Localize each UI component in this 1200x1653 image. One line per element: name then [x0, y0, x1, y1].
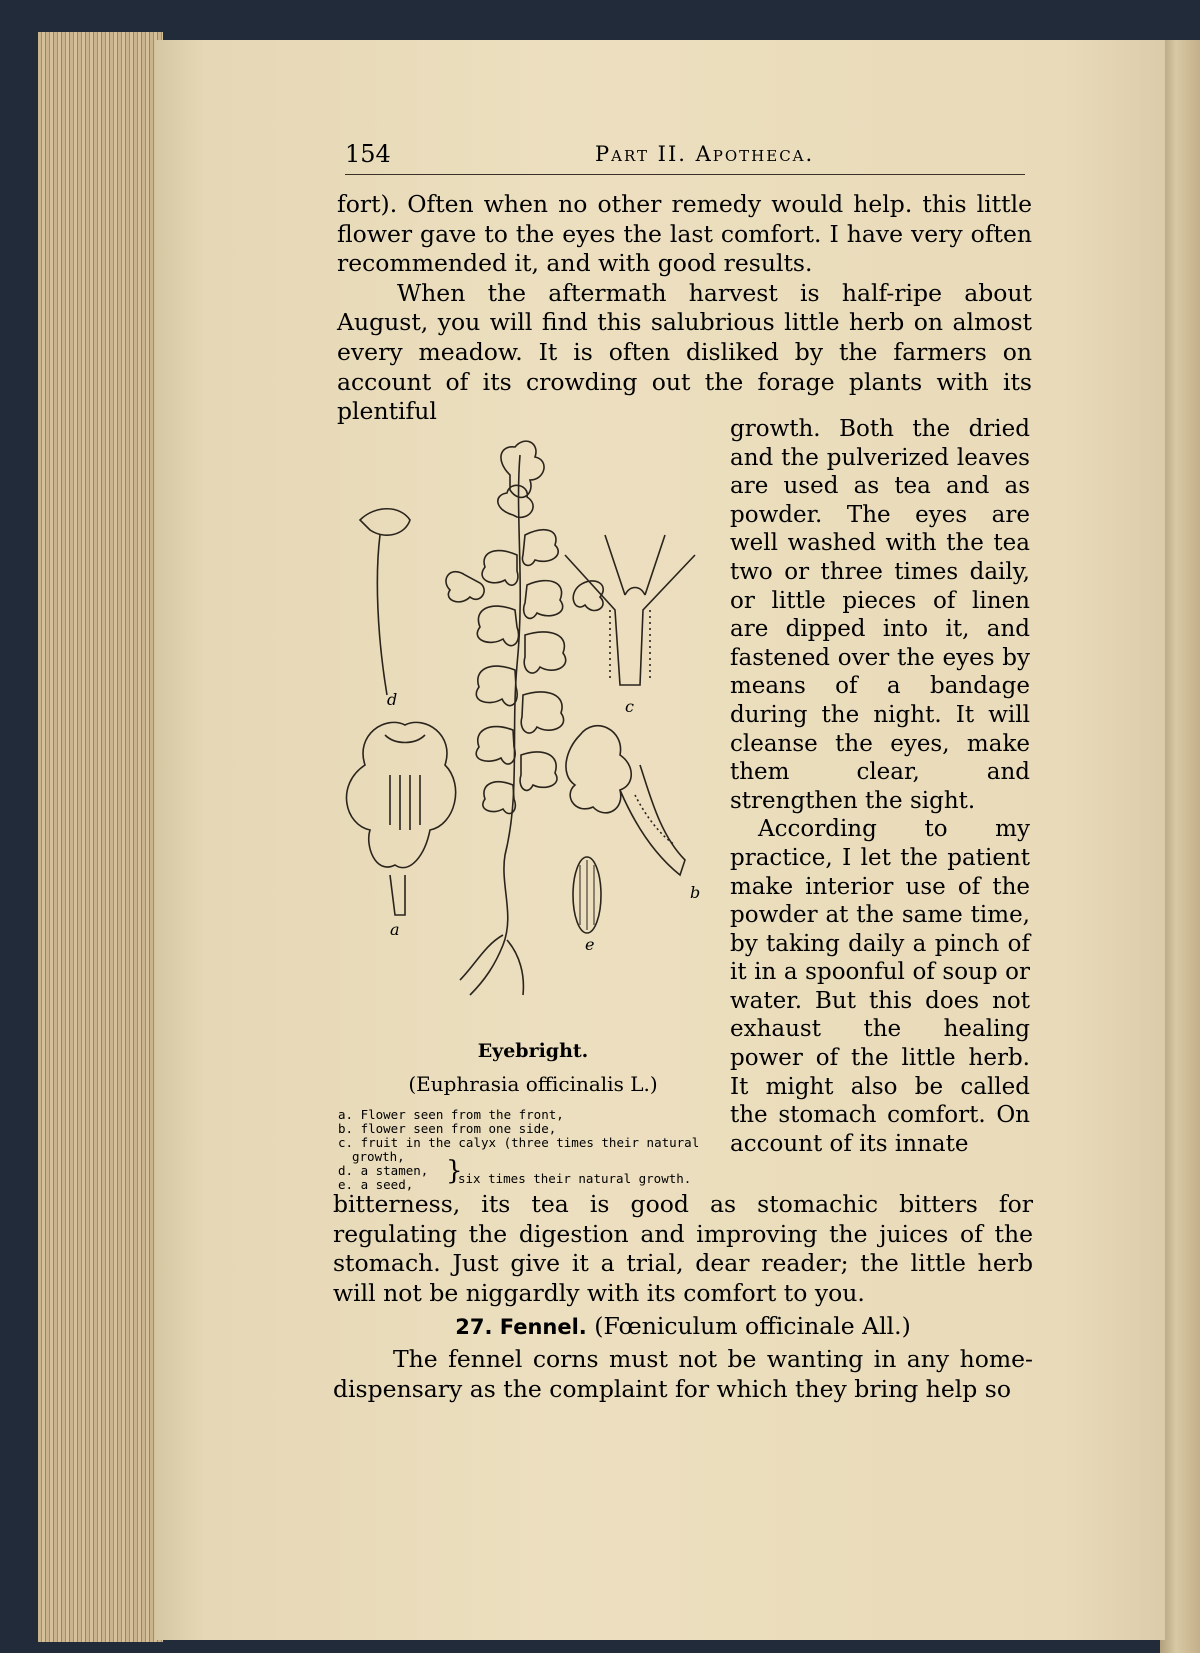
page-edges	[38, 32, 163, 1642]
side-paragraph-1: growth. Both the dried and the pulverized leaves are used as tea and as powder. The eyes are well washed with the tea two or three times daily, or little pieces of linen are dipped into it, and fastened over the eyes by means of a bandage during the night. It will cleanse the eyes, make them clear, and strengthen the sight.	[730, 416, 1030, 814]
label-c: c	[625, 697, 634, 716]
figure-title: Eyebright.	[477, 1040, 589, 1062]
legend-c-continued: growth,	[352, 1149, 405, 1164]
page-number: 154	[345, 140, 391, 168]
paragraph-2: When the aftermath harvest is half-ripe about August, you will find this salubrious little herb on almost every meadow. It is often disliked by the farmers on account of its crowding out the forage plants with its plentiful	[337, 278, 1032, 426]
label-a: a	[390, 920, 400, 939]
running-head: Part II. Apotheca.	[595, 142, 815, 166]
side-column-text	[730, 415, 1030, 1158]
stem	[470, 455, 520, 995]
legend-d: d. a stamen,	[338, 1163, 429, 1178]
section-heading-fennel	[333, 1312, 1033, 1343]
side-paragraph-2: According to my practice, I let the patient make interior use of the powder at the same time, by taking daily a pinch of it in a spoonful of soup or water. But this does not exhaust the healing power of the little herb. It might also be called the stomach comfort. On account of its innate	[730, 816, 1030, 1157]
brace-icon: }	[446, 1156, 463, 1186]
paragraph-4: The fennel corns must not be wanting in any home-dispensary as the complaint for which they bring help so	[333, 1344, 1033, 1403]
figure-legend	[338, 1108, 728, 1194]
legend-c: c. fruit in the calyx (three times their natural	[338, 1135, 700, 1150]
page-content	[155, 40, 1165, 1640]
legend-b: b. flower seen from one side,	[338, 1121, 557, 1136]
flower-front	[346, 722, 455, 867]
label-b: b	[690, 883, 701, 902]
calyx	[565, 555, 695, 685]
stamen-filament	[377, 535, 387, 695]
legend-e: e. a seed,	[338, 1177, 414, 1192]
eyebright-illustration	[335, 435, 725, 1005]
bottom-text	[333, 1190, 1033, 1404]
heading-latin: (Fœniculum officinale All.)	[594, 1312, 911, 1341]
stamen-head	[360, 509, 410, 535]
legend-de-text: six times their natural growth.	[458, 1171, 692, 1186]
paragraph-3: bitterness, its tea is good as stomachic bitters for regulating the digestion and improving the juices of the stomach. Just give it a trial, dear reader; the little herb will not be niggardly with its comfort to you.	[333, 1190, 1033, 1307]
figure-latin-name: (Euphrasia officinalis L.)	[408, 1072, 658, 1096]
label-e: e	[585, 935, 595, 954]
flower-side	[566, 726, 631, 813]
top-text	[337, 190, 1032, 427]
facing-page-edge	[1160, 40, 1200, 1653]
paragraph-1: fort). Often when no other remedy would help. this little flower gave to the eyes the last comfort. I have very often recommended it, and with good results.	[337, 190, 1032, 278]
heading-number: 27. Fennel.	[455, 1315, 587, 1340]
label-d: d	[387, 690, 398, 709]
legend-a: a. Flower seen from the front,	[338, 1107, 564, 1122]
